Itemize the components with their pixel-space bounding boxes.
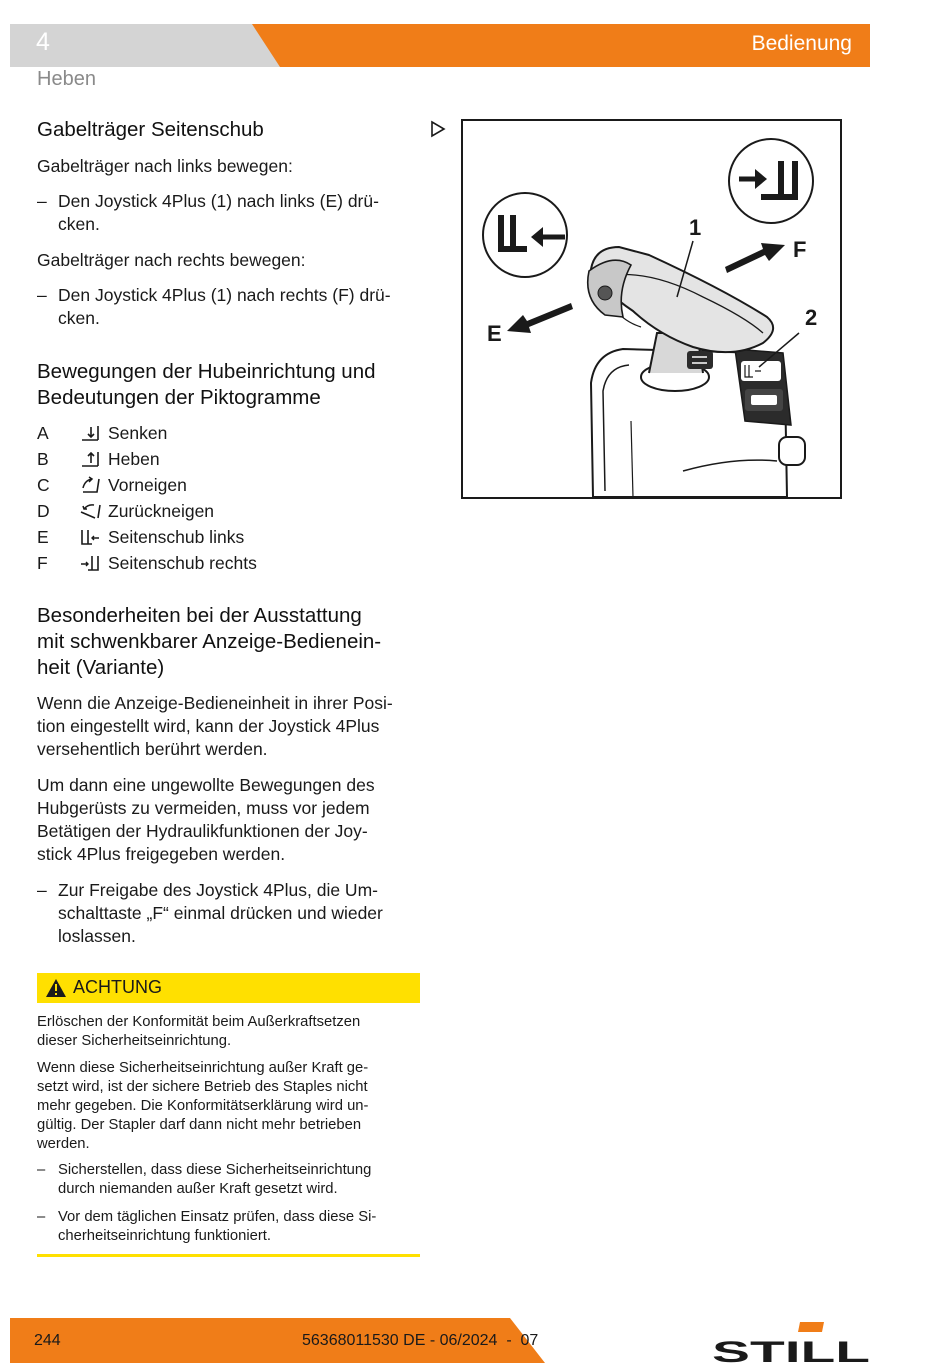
legend-letter: C (37, 475, 50, 495)
warning-step-2-text: Vor dem täglichen Einsatz prüfen, dass diese Si- cherheitseinrichtung funktioniert. (58, 1209, 377, 1244)
document-number: 56368011530 DE - 06/2024 - 07 (302, 1332, 539, 1349)
tilt-back-icon (79, 502, 101, 520)
joystick-figure (461, 119, 842, 499)
warning-step-2: – Vor dem täglichen Einsatz prüfen, dass diese Si- cherheitseinrichtung funktioniert. (37, 1208, 420, 1246)
legend-letter: F (37, 553, 48, 573)
legend-label: Heben (108, 449, 160, 469)
callout-2: 2 (805, 305, 818, 330)
legend-letter: D (37, 501, 50, 521)
special-heading-line: mit schwenkbarer Anzeige-Bedienein- (37, 630, 382, 653)
warning-icon (45, 978, 67, 998)
lift-icon (79, 450, 101, 468)
special-heading-line: Besonderheiten bei der Ausstattung (37, 604, 362, 627)
special-paragraph-1: Wenn die Anzeige-Bedieneinheit in ihrer Posi- tion eingestellt wird, kann der Joystick 4Plus versehentlich berührt werden. (37, 693, 393, 759)
warning-body: Wenn diese Sicherheitseinrichtung außer Kraft ge- setzt wird, ist der sichere Betrieb des Staples nicht mehr gegeben. Die Konformitätserklärung wird un- gültig. Der Stapler darf dann nicht mehr betrieben werden. (37, 1060, 369, 1152)
special-step-text: Zur Freigabe des Joystick 4Plus, die Um- schalttaste „F“ einmal drücken und wieder loslassen. (58, 880, 383, 946)
sideshift-heading: Gabelträger Seitenschub (37, 118, 264, 141)
sideshift-left-intro: Gabelträger nach links bewegen: (37, 156, 293, 176)
sideshift-right-intro: Gabelträger nach rechts bewegen: (37, 250, 306, 270)
legend-letter: E (37, 527, 49, 547)
special-paragraph-2: Um dann eine ungewollte Bewegungen des Hubgerüsts zu vermeiden, muss vor jedem Betätigen der Hydraulikfunktionen der Joy- stick 4Plus freigegeben werden. (37, 775, 375, 864)
page-number: 244 (34, 1332, 61, 1349)
joystick-illustration (463, 121, 840, 497)
lower-icon (79, 424, 101, 442)
callout-1: 1 (689, 215, 702, 240)
warning-step-1: – Sicherstellen, dass diese Sicherheitseinrichtung durch niemanden außer Kraft gesetzt wird. (37, 1161, 420, 1199)
callout-e: E (487, 321, 502, 346)
callout-f: F (793, 237, 807, 262)
legend-label: Senken (108, 423, 168, 443)
warning-lead: Erlöschen der Konformität beim Außerkraftsetzen dieser Sicherheitseinrichtung. (37, 1014, 361, 1049)
sideshift-left-step: – Den Joystick 4Plus (1) nach links (E) drü- cken. (37, 190, 422, 236)
special-step: – Zur Freigabe des Joystick 4Plus, die Um- schalttaste „F“ einmal drücken und wieder loslassen. (37, 879, 422, 948)
sideshift-right-step: – Den Joystick 4Plus (1) nach rechts (F) drü- cken. (37, 284, 422, 330)
special-heading-line: heit (Variante) (37, 656, 165, 679)
figure-marker-icon (430, 120, 446, 138)
sideshift-left-icon (79, 528, 101, 546)
legend-label: Zurückneigen (108, 501, 215, 521)
warning-step-1-text: Sicherstellen, dass diese Sicherheitseinrichtung durch niemanden außer Kraft gesetzt wird. (58, 1162, 372, 1197)
still-logo (712, 1320, 872, 1366)
sideshift-right-icon (79, 554, 101, 572)
chapter-title: Bedienung (751, 32, 852, 55)
brand-wordmark: STILL (712, 1336, 870, 1366)
legend-letter: A (37, 423, 49, 443)
sideshift-left-step-text: Den Joystick 4Plus (1) nach links (E) drü- cken. (58, 191, 379, 234)
legend-label: Seitenschub rechts (108, 553, 257, 573)
tilt-forward-icon (79, 476, 101, 494)
movements-heading: Bewegungen der Hubeinrichtung und Bedeutungen der Piktogramme (37, 360, 376, 409)
legend-letter: B (37, 449, 49, 469)
legend-label: Seitenschub links (108, 527, 245, 547)
warning-bottom-rule (37, 1254, 420, 1257)
section-title: Heben (37, 68, 96, 90)
warning-title: ACHTUNG (73, 977, 162, 997)
legend-label: Vorneigen (108, 475, 187, 495)
sideshift-right-step-text: Den Joystick 4Plus (1) nach rechts (F) drü- cken. (58, 285, 391, 328)
chapter-number: 4 (36, 28, 50, 56)
special-heading (37, 603, 381, 681)
